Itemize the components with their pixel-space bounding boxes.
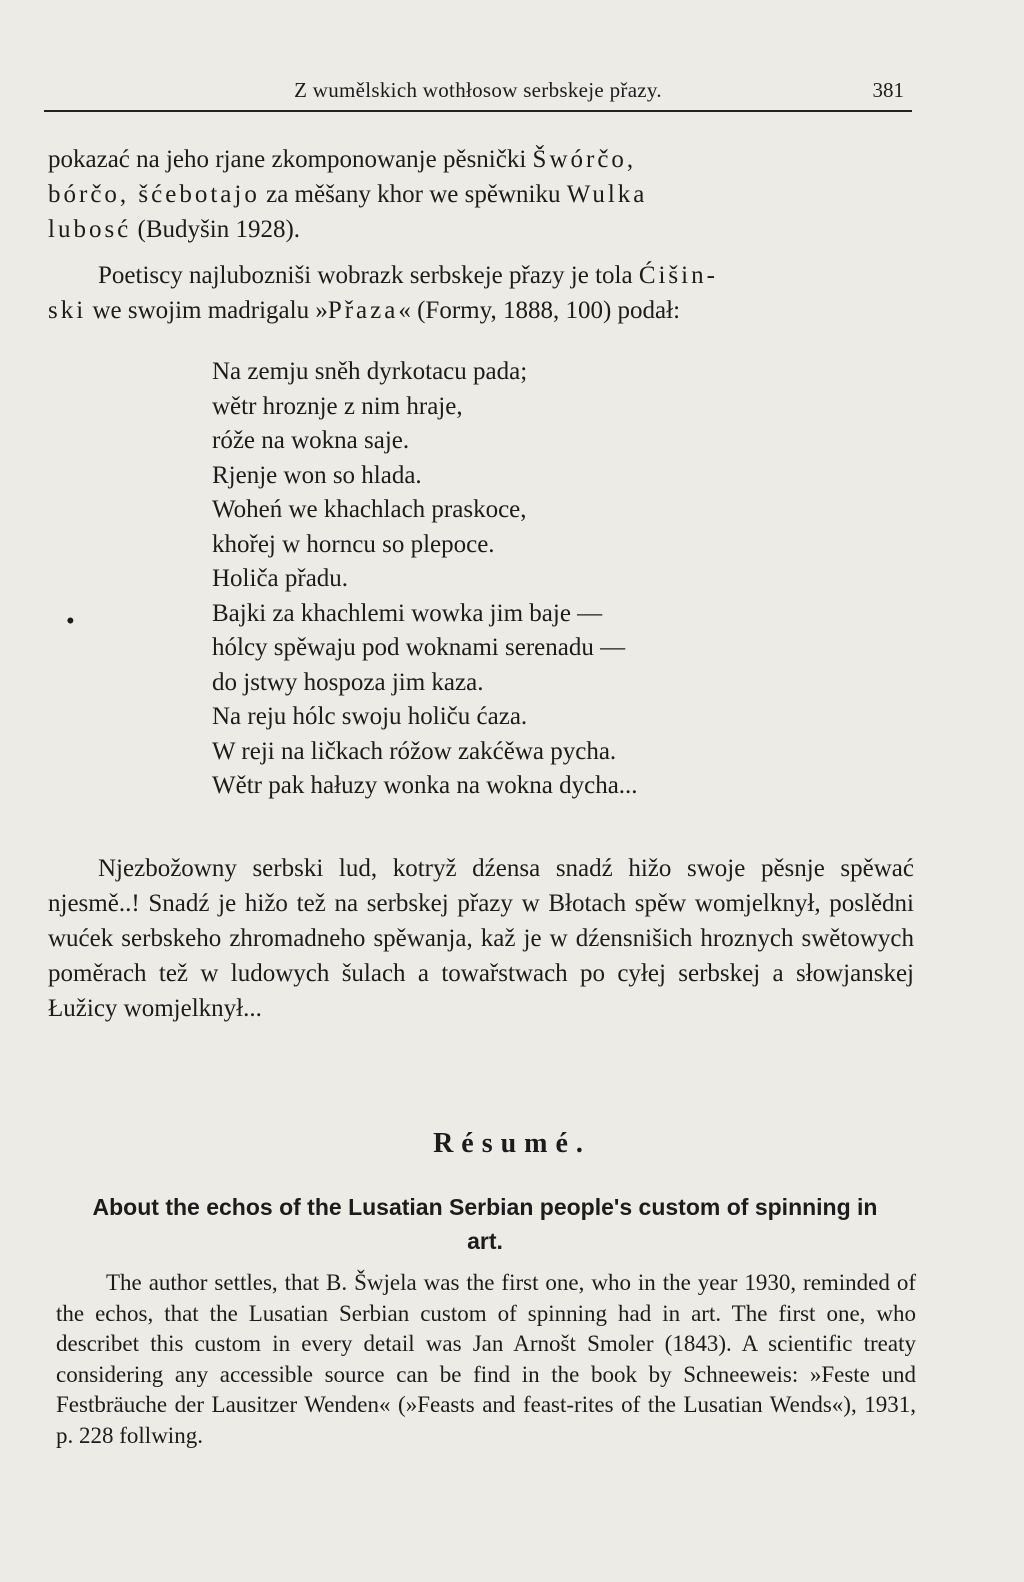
poem-line: Holiča přadu. (212, 565, 349, 592)
songbook-title-part: Wulka (566, 181, 648, 208)
para2-text: we swojim madrigalu » (86, 297, 328, 324)
songbook-title-part: lubosć (48, 216, 132, 243)
poem-line: khořej w horncu so plepoce. (212, 530, 495, 558)
running-header (44, 76, 912, 112)
resume-body (56, 1268, 916, 1451)
song-title-part: Šwórčo, (532, 146, 637, 173)
paragraph-3 (48, 851, 914, 1026)
poem-line: Rjenje won so hlada. (212, 461, 422, 489)
page-number: 381 (872, 78, 904, 102)
author-name-part: ski (48, 297, 87, 324)
poem-line: do jstwy hospoza jim kaza. (212, 668, 484, 696)
poem-line: Wětr pak hałuzy wonka na wokna dycha... (212, 772, 638, 799)
para1-text: za měšany khor we spěwniku (259, 181, 567, 208)
para1-text: pokazać na jeho rjane zkomponowanje pěsnički (48, 146, 533, 173)
poem-line: Na reju hólc swoju holiču ćaza. (212, 703, 528, 730)
poem-line: hólcy spěwaju pod woknami serenadu — (212, 634, 626, 661)
poem-line: W reji na ličkach róžow zakćěwa pycha. (212, 737, 617, 765)
poem-bullet-mark: • (66, 608, 75, 635)
poem-line: róže na wokna saje. (212, 427, 410, 454)
song-title-part: bórčo, šćebotajo (48, 181, 260, 208)
resume-title: About the echos of the Lusatian Serbian people's custom of spinning in art. (92, 1194, 878, 1254)
para2-text: Poetiscy najlubozniši wobrazk serbskeje přazy je tola (98, 262, 639, 289)
author-name-part: Ćišin- (638, 262, 718, 289)
poem (212, 355, 862, 804)
poem-line: wětr hroznje z nim hraje, (212, 392, 463, 420)
paragraph-1 (48, 142, 914, 247)
running-title: Z wumělskich wothłosow serbskeje přazy. (294, 78, 662, 102)
para1-text: (Budyšin 1928). (131, 216, 301, 243)
paragraph-2 (48, 258, 914, 328)
resume-text: The author settles, that B. Šwjela was the first one, who in the year 1930, reminded of the echos, that the Lusatian Serbian custom of spinning had in art. The first one, who describet this custom in every detail was Jan Arnošt Smoler (1843). A scientific treaty considering any accessible source can be find in the book by Schneeweis: »Feste und Festbräuche der Lausitzer Wenden« (»Feasts and feast-rites of the Lusatian Wends«), 1931, p. 228 follwing. (56, 1270, 916, 1448)
para2-text: « (Formy, 1888, 100) podał: (398, 297, 681, 324)
poem-title: Přaza (327, 297, 399, 324)
poem-line: Bajki za khachlemi wowka jim baje — (212, 599, 603, 627)
poem-line: Na zemju sněh dyrkotacu pada; (212, 358, 528, 385)
poem-line: Woheń we khachlach praskoce, (212, 496, 527, 523)
paragraph-3-text: Njezbožowny serbski lud, kotryž dźensa snadź hižo swoje pěsnje spěwać njesmě..! Snadź je hižo tež na serbskej přazy w Błotach spěw womjelknył, poslědni wućek serbskeho zhromadneho spěwanja, kaž je w dźensnišich hroznych swětowych poměrach tež w ludowych šulach a towařstwach po cyłej serbskej a słowjanskej Łužicy womjelknył... (48, 855, 914, 1022)
resume-heading: Résumé. (433, 1128, 591, 1159)
